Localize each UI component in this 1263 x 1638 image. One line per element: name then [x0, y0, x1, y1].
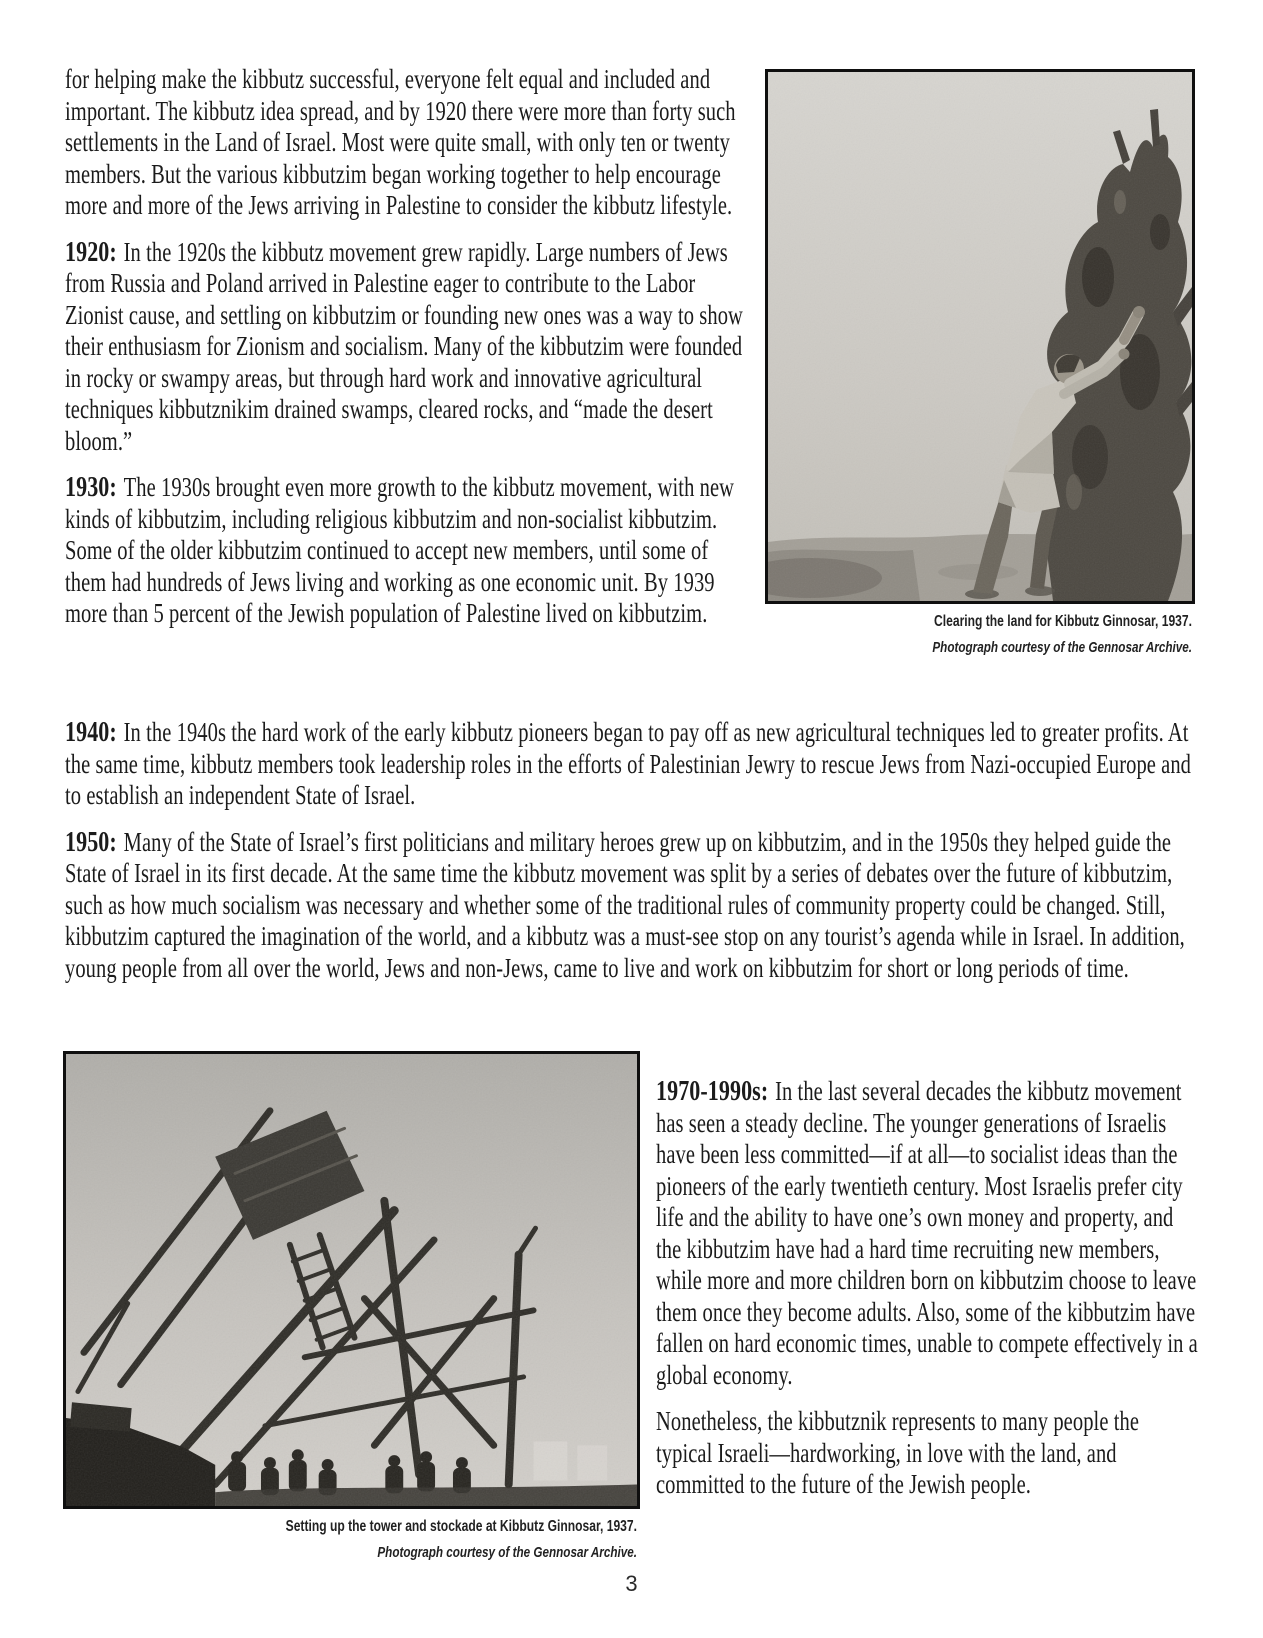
- photo-caption-clearing-land: [708, 611, 1192, 659]
- photo-clearing-land: [765, 69, 1195, 604]
- paragraph-text: In the last several decades the kibbutz movement has seen a steady decline. The younger generations of Israelis have been less committed—if at all—to socialist ideas than the pioneers of the early twentieth century. Most Israelis prefer city life and the ability to have one’s own money and property, and the kibbutzim have had a hard time recruiting new members, while more and more children born on kibbutzim choose to leave them once they become adults. Also, some of the kibbutzim have fallen on hard economic times, unable to compete effectively in a global economy.: [656, 1076, 1198, 1390]
- photo-caption-text: Setting up the tower and stockade at Kibbutz Ginnosar, 1937.: [285, 1518, 637, 1535]
- paragraph-text: In the 1920s the kibbutz movement grew rapidly. Large numbers of Jews from Russia and Poland arrived in Palestine eager to contribute to the Labor Zionist cause, and settling on kibbutzim or founding new ones was a way to show their enthusiasm for Zionism and socialism. Many of the kibbutzim were founded in rocky or swampy areas, but through hard work and innovative agricultural techniques kibbutznikim drained swamps, cleared rocks, and “made the desert bloom.”: [65, 236, 743, 456]
- clearing-land-illustration: [768, 72, 1192, 601]
- paragraph-intro: [65, 64, 749, 222]
- photo-caption-text: Clearing the land for Kibbutz Ginnosar, 1937.: [934, 613, 1192, 630]
- photo-credit-text: Photograph courtesy of the Gennosar Archive.: [377, 1544, 637, 1561]
- year-label: 1920:: [65, 235, 117, 268]
- year-label: 1930:: [65, 471, 117, 503]
- film-grain-overlay: [66, 1054, 637, 1506]
- paragraph-text: Nonetheless, the kibbutznik represents to many people the typical Israeli—hardworking, in love with the land, and committed to the future of the Jewish people.: [656, 1406, 1140, 1499]
- paragraph-1950: [65, 827, 1200, 985]
- left-text-column: [65, 64, 749, 630]
- tower-stockade-illustration: [66, 1054, 637, 1506]
- photo-caption-tower-stockade: [153, 1516, 637, 1564]
- paragraph-1930: [65, 472, 749, 630]
- right-text-column: [656, 1076, 1199, 1501]
- photo-credit-text: Photograph courtesy of the Gennosar Archive.: [932, 639, 1192, 656]
- paragraph-text: The 1930s brought even more growth to the kibbutz movement, with new kinds of kibbutzim, including religious kibbutzim and non-socialist kibbutzim. Some of the older kibbutzim continued to accept new members, until some of them had hundreds of Jews living and working as one economic unit. By 1939 more than 5 percent of the Jewish population of Palestine lived on kibbutzim.: [65, 472, 735, 628]
- year-label: 1940:: [65, 716, 117, 748]
- paragraph-text: Many of the State of Israel’s first politicians and military heroes grew up on kibbutzim, and in the 1950s they helped guide the State of Israel in its first decade. At the same time the kibbutz movement was split by a series of debates over the future of kibbutzim, such as how much socialism was necessary and whether some of the traditional rules of community property could be changed. Still, kibbutzim captured the imagination of the world, and a kibbutz was a must-see stop on any tourist’s agenda while in Israel. In addition, young people from all over the world, Jews and non-Jews, came to live and work on kibbutzim for short or long periods of time.: [65, 826, 1185, 983]
- paragraph-1970-1990s: [656, 1076, 1199, 1391]
- year-label: 1970-1990s:: [656, 1075, 769, 1107]
- full-width-text-block: [65, 717, 1200, 984]
- year-label: 1950:: [65, 825, 117, 858]
- paragraph-closing: [656, 1406, 1199, 1501]
- paragraph-1940: [65, 717, 1200, 812]
- film-grain-overlay: [768, 72, 1192, 601]
- paragraph-text: for helping make the kibbutz successful, everyone felt equal and included and important. The kibbutz idea spread, and by 1920 there were more than forty such settlements in the Land of Israel. Most were quite small, with only ten or twenty members. But the various kibbutzim began working together to help encourage more and more of the Jews arriving in Palestine to consider the kibbutz lifestyle.: [65, 64, 736, 220]
- paragraph-text: In the 1940s the hard work of the early kibbutz pioneers began to pay off as new agricultural techniques led to greater profits. At the same time, kibbutz members took leadership roles in the efforts of Palestinian Jewry to rescue Jews from Nazi-occupied Europe and to establish an independent State of Israel.: [65, 717, 1192, 810]
- page-number: 3: [625, 1571, 638, 1596]
- paragraph-1920: [65, 237, 749, 458]
- photo-tower-stockade: [63, 1051, 640, 1509]
